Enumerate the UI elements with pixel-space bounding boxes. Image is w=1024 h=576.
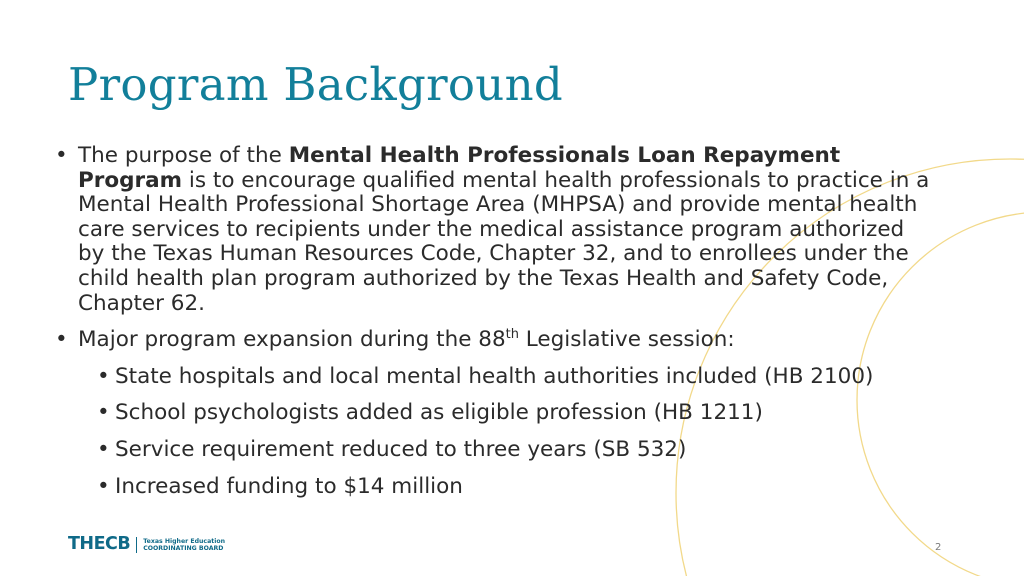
bullet-purpose-text: is to encourage qualified mental health professionals to practice in a Mental Health Professional Shortage Area (MHPSA) and provide mental health care services to recipients under the medical assistance program authorized by the Texas Human Resources Code, Chapter 32, and to enrollees under the child health plan program authorized by the Texas Health and Safety Code, Chapter 62. [78, 167, 930, 316]
expansion-text-post: Legislative session: [518, 327, 735, 353]
ordinal-suffix: th [505, 327, 519, 342]
logo-divider [136, 537, 137, 553]
page-number: 2 [935, 542, 942, 553]
logo-subtitle [143, 538, 225, 553]
sub-bullet-school-psychologists [55, 401, 935, 426]
sub-bullet-text: Increased funding to $14 million [115, 473, 463, 499]
bullet-program-purpose [55, 144, 935, 316]
bullet-intro-text: The purpose of the [78, 143, 289, 168]
sub-bullet-funding [55, 475, 935, 500]
logo-subtitle-line1: Texas Higher Education [143, 537, 226, 545]
sub-bullet-text: Service requirement reduced to three years (SB 532) [115, 436, 687, 462]
bullet-program-expansion [55, 328, 935, 353]
thecb-logo [68, 535, 225, 555]
sub-bullet-dot: • [97, 436, 110, 462]
slide-body [55, 144, 935, 499]
sub-bullet-dot: • [97, 400, 110, 426]
sub-bullet-text: State hospitals and local mental health authorities included (HB 2100) [115, 363, 874, 389]
sub-bullet-dot: • [97, 363, 110, 389]
program-name: Mental Health Professionals Loan Repayment Program [78, 143, 841, 193]
sub-bullet-text: School psychologists added as eligible profession (HB 1211) [115, 400, 763, 426]
expansion-text-pre: Major program expansion during the 88 [78, 327, 506, 353]
sub-bullet-service-requirement [55, 438, 935, 463]
bullet-dot: • [55, 327, 68, 353]
bullet-dot: • [55, 143, 68, 168]
sub-bullet-dot: • [97, 473, 110, 499]
page-title: Program Background [68, 58, 563, 111]
logo-wordmark: THECB [68, 534, 131, 555]
logo-subtitle-line2: COORDINATING BOARD [143, 545, 224, 552]
sub-bullet-state-hospitals [55, 365, 935, 390]
